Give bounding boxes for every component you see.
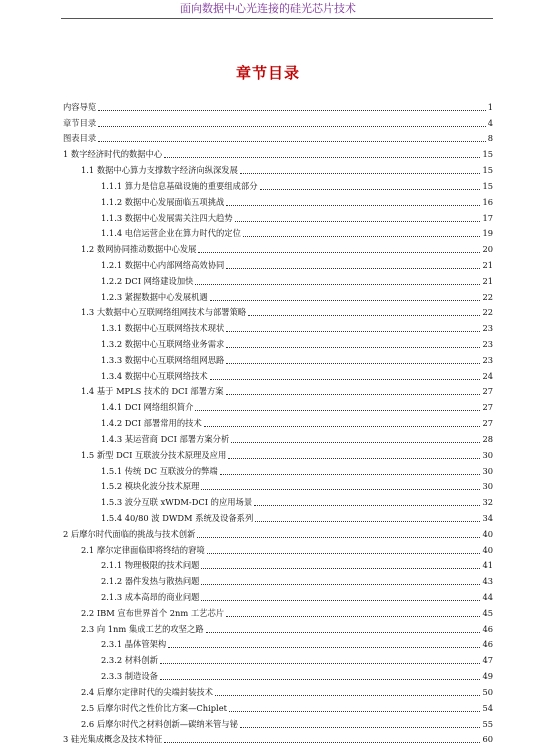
- toc-dot-leader: [160, 679, 481, 680]
- toc-entry-label: 2.2 IBM 宣布世界首个 2nm 工艺芯片: [81, 608, 224, 619]
- toc-entry-label: 2.1.2 器件发热与散热问题: [101, 576, 199, 587]
- toc-entry-page-number: 23: [482, 323, 493, 334]
- toc-dot-leader: [195, 410, 480, 411]
- toc-dot-leader: [228, 458, 480, 459]
- toc-entry-label: 2.3.3 制造设备: [101, 671, 158, 682]
- toc-entry[interactable]: [61, 382, 493, 398]
- toc-dot-leader: [210, 300, 481, 301]
- toc-entry-page-number: 21: [482, 260, 493, 271]
- toc-dot-leader: [254, 505, 480, 506]
- toc-entry-label: 2.4 后摩尔定律时代的尖端封装技术: [81, 687, 213, 698]
- toc-dot-leader: [229, 711, 480, 712]
- toc-entry-label: 1.1.1 算力是信息基础设施的重要组成部分: [101, 181, 258, 192]
- toc-dot-leader: [206, 632, 481, 633]
- toc-entry-label: 1.3 大数据中心互联网络组网技术与部署策略: [81, 307, 246, 318]
- toc-entry-label: 1.5.2 模块化波分技术原理: [101, 481, 199, 492]
- toc-entry-page-number: 4: [488, 118, 493, 129]
- toc-entry-page-number: 47: [482, 655, 493, 666]
- toc-entry[interactable]: [61, 461, 493, 477]
- toc-entry-label: 1.2 数网协同推动数据中心发展: [81, 244, 196, 255]
- toc-entry[interactable]: [61, 271, 493, 287]
- toc-entry[interactable]: [61, 208, 493, 224]
- toc-entry-page-number: 30: [482, 481, 493, 492]
- toc-dot-leader: [226, 268, 480, 269]
- toc-dot-leader: [198, 252, 480, 253]
- toc-entry[interactable]: [61, 477, 493, 493]
- toc-entry-page-number: 17: [482, 213, 493, 224]
- toc-dot-leader: [160, 663, 481, 664]
- toc-entry-page-number: 46: [482, 639, 493, 650]
- toc-entry-page-number: 22: [482, 292, 493, 303]
- toc-entry[interactable]: [61, 239, 493, 255]
- toc-entry[interactable]: [61, 619, 493, 635]
- toc-entry-page-number: 43: [482, 576, 493, 587]
- toc-entry-page-number: 27: [482, 402, 493, 413]
- toc-entry[interactable]: [61, 524, 493, 540]
- toc-dot-leader: [201, 489, 480, 490]
- toc-entry[interactable]: [61, 176, 493, 192]
- toc-entry-page-number: 15: [482, 165, 493, 176]
- toc-entry-label: 2.3.1 晶体管架构: [101, 639, 166, 650]
- toc-dot-leader: [235, 221, 481, 222]
- toc-dot-leader: [260, 189, 481, 190]
- toc-entry[interactable]: [61, 603, 493, 619]
- toc-dot-leader: [243, 236, 481, 237]
- toc-dot-leader: [197, 537, 480, 538]
- toc-dot-leader: [168, 647, 480, 648]
- toc-entry-label: 2.1.1 物理极限的技术问题: [101, 560, 199, 571]
- toc-entry[interactable]: [61, 366, 493, 382]
- toc-dot-leader: [226, 331, 480, 332]
- toc-entry[interactable]: [61, 160, 493, 176]
- toc-entry-page-number: 15: [482, 181, 493, 192]
- page-title: 章节目录: [0, 62, 536, 83]
- toc-entry-label: 2 后摩尔时代面临的挑战与技术创新: [63, 529, 195, 540]
- toc-dot-leader: [164, 742, 480, 743]
- toc-dot-leader: [195, 284, 480, 285]
- toc-dot-leader: [98, 141, 486, 142]
- toc-entry-page-number: 27: [482, 418, 493, 429]
- toc-entry-page-number: 54: [482, 703, 493, 714]
- toc-entry-label: 1.3.4 数据中心互联网络技术: [101, 371, 208, 382]
- header-divider: [61, 18, 493, 19]
- toc-dot-leader: [201, 584, 480, 585]
- toc-entry[interactable]: [61, 445, 493, 461]
- toc-entry-page-number: 34: [482, 513, 493, 524]
- toc-entry-label: 1.3.1 数据中心互联网络技术现状: [101, 323, 224, 334]
- toc-entry-label: 章节目录: [63, 118, 96, 129]
- toc-entry[interactable]: [61, 350, 493, 366]
- toc-entry-page-number: 46: [482, 624, 493, 635]
- toc-entry-label: 3 硅光集成概念及技术特征: [63, 734, 162, 745]
- toc-entry-page-number: 28: [482, 434, 493, 445]
- toc-entry[interactable]: [61, 666, 493, 682]
- toc-entry-label: 1.3.3 数据中心互联网络组网思路: [101, 355, 224, 366]
- toc-dot-leader: [226, 616, 480, 617]
- toc-entry-label: 1.3.2 数据中心互联网络业务需求: [101, 339, 224, 350]
- toc-entry-label: 2.6 后摩尔时代之材料创新—碳纳米管与铋: [81, 719, 238, 730]
- toc-entry-page-number: 60: [482, 734, 493, 745]
- toc-entry-page-number: 16: [482, 197, 493, 208]
- toc-entry[interactable]: [61, 413, 493, 429]
- toc-entry-label: 1.2.2 DCI 网络建设加快: [101, 276, 193, 287]
- toc-entry-label: 1.5.3 波分互联 xWDM-DCI 的应用场景: [101, 497, 252, 508]
- toc-entry[interactable]: [61, 287, 493, 303]
- toc-entry[interactable]: [61, 571, 493, 587]
- page-header-title: 面向数据中心光连接的硅光芯片技术: [0, 0, 536, 17]
- toc-entry-page-number: 24: [482, 371, 493, 382]
- toc-entry[interactable]: [61, 492, 493, 508]
- toc-entry-page-number: 40: [482, 545, 493, 556]
- toc-entry-label: 1.5.1 传统 DC 互联波分的弊端: [101, 466, 218, 477]
- toc-entry-page-number: 19: [482, 228, 493, 239]
- toc-entry[interactable]: [61, 587, 493, 603]
- toc-entry-page-number: 23: [482, 355, 493, 366]
- toc-dot-leader: [226, 394, 481, 395]
- toc-entry[interactable]: [61, 650, 493, 666]
- toc-entry-label: 1.4.2 DCI 部署常用的技术: [101, 418, 202, 429]
- toc-dot-leader: [220, 474, 481, 475]
- toc-entry-page-number: 30: [482, 450, 493, 461]
- toc-entry-page-number: 41: [482, 560, 493, 571]
- toc-entry-page-number: 20: [482, 244, 493, 255]
- toc-entry[interactable]: [61, 224, 493, 240]
- toc-dot-leader: [240, 727, 481, 728]
- toc-entry-page-number: 40: [482, 529, 493, 540]
- toc-dot-leader: [98, 110, 486, 111]
- toc-entry[interactable]: [61, 397, 493, 413]
- toc-entry[interactable]: [61, 113, 493, 129]
- toc-entry-page-number: 27: [482, 386, 493, 397]
- toc-entry-label: 1.5.4 40/80 波 DWDM 系统及设备系列: [101, 513, 253, 524]
- toc-dot-leader: [207, 553, 481, 554]
- toc-dot-leader: [226, 347, 480, 348]
- toc-entry[interactable]: [61, 556, 493, 572]
- toc-entry[interactable]: [61, 730, 493, 745]
- toc-entry-page-number: 23: [482, 339, 493, 350]
- toc-entry-label: 内容导览: [63, 102, 96, 113]
- toc-entry[interactable]: [61, 508, 493, 524]
- toc-entry[interactable]: [61, 429, 493, 445]
- toc-entry[interactable]: [61, 698, 493, 714]
- toc-entry-label: 1.4.3 某运营商 DCI 部署方案分析: [101, 434, 229, 445]
- toc-entry-page-number: 1: [488, 102, 493, 113]
- toc-entry-label: 1.4 基于 MPLS 技术的 DCI 部署方案: [81, 386, 224, 397]
- toc-dot-leader: [204, 426, 481, 427]
- toc-entry-label: 1.2.1 数据中心内部网络高效协同: [101, 260, 224, 271]
- toc-entry-page-number: 15: [482, 149, 493, 160]
- toc-entry-page-number: 8: [488, 133, 493, 144]
- toc-entry-label: 1.4.1 DCI 网络组织简介: [101, 402, 193, 413]
- toc-entry-label: 2.1 摩尔定律面临即将终结的窘境: [81, 545, 205, 556]
- toc-entry-label: 图表目录: [63, 133, 96, 144]
- toc-dot-leader: [231, 442, 480, 443]
- toc-entry-page-number: 21: [482, 276, 493, 287]
- toc-dot-leader: [248, 315, 480, 316]
- toc-dot-leader: [226, 363, 480, 364]
- toc-entry-page-number: 50: [482, 687, 493, 698]
- toc-entry[interactable]: [61, 714, 493, 730]
- toc-entry[interactable]: [61, 540, 493, 556]
- toc-dot-leader: [201, 568, 480, 569]
- toc-entry-label: 2.3.2 材料创新: [101, 655, 158, 666]
- toc-entry[interactable]: [61, 144, 493, 160]
- toc-entry[interactable]: [61, 97, 493, 113]
- toc-entry[interactable]: [61, 318, 493, 334]
- toc-dot-leader: [255, 521, 480, 522]
- toc-dot-leader: [240, 173, 481, 174]
- toc-entry[interactable]: [61, 129, 493, 145]
- toc-entry-label: 2.3 向 1nm 集成工艺的攻坚之路: [81, 624, 204, 635]
- toc-dot-leader: [98, 126, 486, 127]
- toc-dot-leader: [164, 157, 480, 158]
- toc-entry[interactable]: [61, 682, 493, 698]
- toc-entry[interactable]: [61, 255, 493, 271]
- toc-entry[interactable]: [61, 334, 493, 350]
- toc-entry-label: 1.5 新型 DCI 互联波分技术原理及应用: [81, 450, 226, 461]
- toc-entry-page-number: 44: [482, 592, 493, 603]
- toc-entry-page-number: 45: [482, 608, 493, 619]
- toc-entry-label: 2.1.3 成本高昂的商业问题: [101, 592, 199, 603]
- toc-entry-label: 1.1 数据中心算力支撑数字经济向纵深发展: [81, 165, 238, 176]
- toc-dot-leader: [210, 379, 481, 380]
- toc-entry-label: 1.1.4 电信运营企业在算力时代的定位: [101, 228, 241, 239]
- toc-dot-leader: [201, 600, 480, 601]
- toc-dot-leader: [226, 205, 480, 206]
- toc-entry-label: 1.2.3 紧握数据中心发展机遇: [101, 292, 208, 303]
- toc-entry-label: 1.1.2 数据中心发展面临五项挑战: [101, 197, 224, 208]
- toc-entry-label: 2.5 后摩尔时代之性价比方案—Chiplet: [81, 703, 227, 714]
- toc-entry-page-number: 22: [482, 307, 493, 318]
- toc-entry-page-number: 49: [482, 671, 493, 682]
- toc-entry[interactable]: [61, 192, 493, 208]
- table-of-contents: [61, 97, 493, 745]
- toc-entry-label: 1.1.3 数据中心发展需关注四大趋势: [101, 213, 233, 224]
- toc-entry-label: 1 数字经济时代的数据中心: [63, 149, 162, 160]
- toc-dot-leader: [215, 695, 480, 696]
- toc-entry-page-number: 30: [482, 466, 493, 477]
- toc-entry-page-number: 55: [482, 719, 493, 730]
- toc-entry[interactable]: [61, 635, 493, 651]
- toc-entry[interactable]: [61, 303, 493, 319]
- toc-entry-page-number: 32: [482, 497, 493, 508]
